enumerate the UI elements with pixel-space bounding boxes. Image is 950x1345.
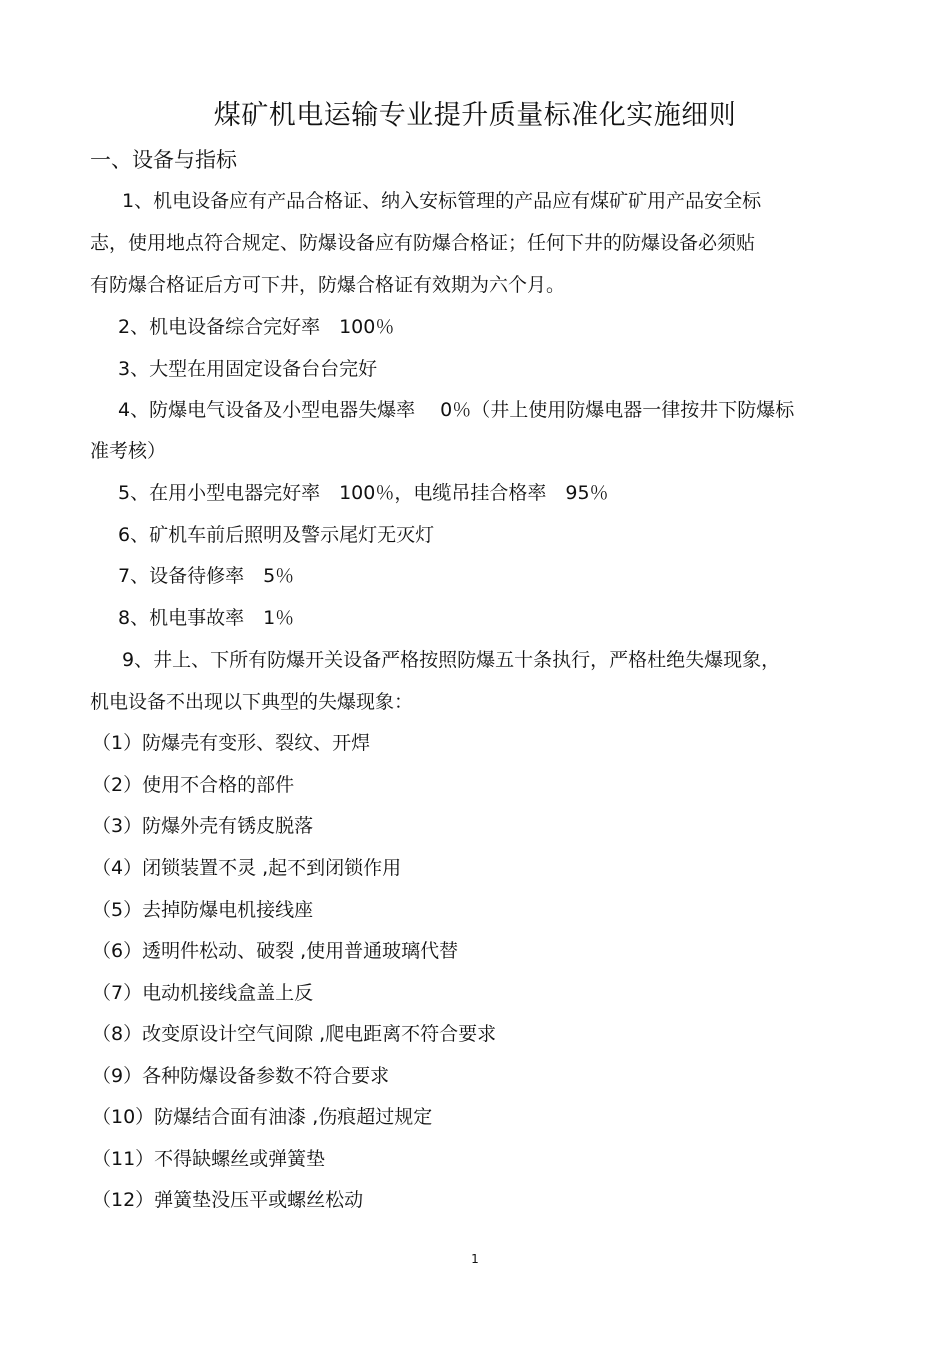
sub-item-9: （9）各种防爆设备参数不符合要求 <box>92 1065 390 1087</box>
document-title: 煤矿机电运输专业提升质量标准化实施细则 <box>213 100 737 131</box>
item-7: 7、设备待修率 5％ <box>118 565 295 587</box>
sub-item-11: （11）不得缺螺丝或弹簧垫 <box>92 1148 326 1170</box>
item-5: 5、在用小型电器完好率 100％，电缆吊挂合格率 95％ <box>118 482 609 504</box>
item-1-line-2: 志，使用地点符合规定、防爆设备应有防爆合格证；任何下井的防爆设备必须贴 <box>90 232 756 254</box>
sub-item-2: （2）使用不合格的部件 <box>92 774 295 796</box>
sub-item-10: （10）防爆结合面有油漆 ,伤痕超过规定 <box>92 1106 433 1128</box>
item-4-line-1: 4、防爆电气设备及小型电器失爆率 0％（井上使用防爆电器一律按井下防爆标 <box>118 399 795 421</box>
section-heading: 一、设备与指标 <box>90 148 237 172</box>
item-6: 6、矿机车前后照明及警示尾灯无灭灯 <box>118 524 435 546</box>
item-1-line-3: 有防爆合格证后方可下井，防爆合格证有效期为六个月。 <box>90 274 566 296</box>
sub-item-7: （7）电动机接线盒盖上反 <box>92 982 314 1004</box>
item-1-line-1: 1、机电设备应有产品合格证、纳入安标管理的产品应有煤矿矿用产品安全标 <box>122 190 762 212</box>
sub-item-6: （6）透明件松动、破裂 ,使用普通玻璃代替 <box>92 940 459 962</box>
item-8: 8、机电事故率 1％ <box>118 607 295 629</box>
sub-item-3: （3）防爆外壳有锈皮脱落 <box>92 815 314 837</box>
item-2: 2、机电设备综合完好率 100％ <box>118 316 395 338</box>
sub-item-4: （4）闭锁装置不灵 ,起不到闭锁作用 <box>92 857 402 879</box>
page-number: 1 <box>471 1252 479 1266</box>
item-9-line-1: 9、井上、下所有防爆开关设备严格按照防爆五十条执行，严格杜绝失爆现象， <box>122 649 781 671</box>
sub-item-1: （1）防爆壳有变形、裂纹、开焊 <box>92 732 371 754</box>
sub-item-12: （12）弹簧垫没压平或螺丝松动 <box>92 1189 364 1211</box>
item-3: 3、大型在用固定设备台台完好 <box>118 358 378 380</box>
item-4-line-2: 准考核） <box>90 440 167 462</box>
sub-item-5: （5）去掉防爆电机接线座 <box>92 899 314 921</box>
sub-item-8: （8）改变原设计空气间隙 ,爬电距离不符合要求 <box>92 1023 497 1045</box>
item-9-line-2: 机电设备不出现以下典型的失爆现象： <box>90 691 414 713</box>
